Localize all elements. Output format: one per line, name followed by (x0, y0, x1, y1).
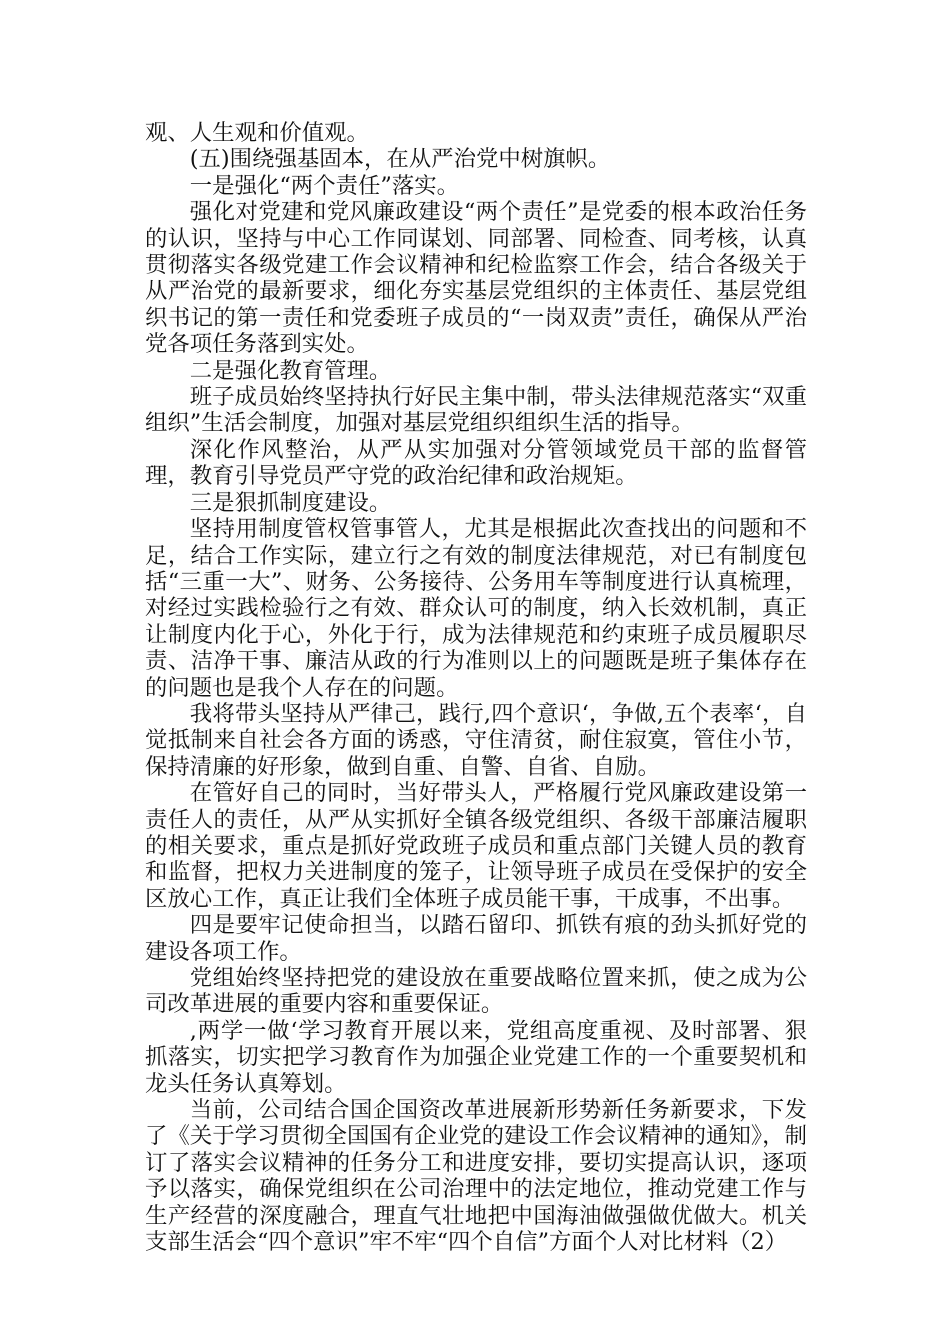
paragraph-4: 强化对党建和党风廉政建设“两个责任”是党委的根本政治任务的认识，坚持与中心工作同谋划、同部署、同检查、同考核，认真贯彻落实各级党建工作会议精神和纪检监察工作会，结合各级关于从严治党的最新要求，细化夯实基层党组织的主体责任、基层党组织书记的第一责任和党委班子成员的“一岗双责”责任，确保从严治党各项任务落到实处。 (145, 199, 807, 358)
paragraph-9: 坚持用制度管权管事管人，尤其是根据此次查找出的问题和不足，结合工作实际，建立行之有效的制度法律规范，对已有制度包括“三重一大”、财务、公务接待、公务用车等制度进行认真梳理，对经过实践检验行之有效、群众认可的制度，纳入长效机制，真正让制度内化于心，外化于行，成为法律规范和约束班子成员履职尽责、洁净干事、廉洁从政的行为准则以上的问题既是班子集体存在的问题也是我个人存在的问题。 (145, 516, 807, 701)
paragraph-13: 党组始终坚持把党的建设放在重要战略位置来抓，使之成为公司改革进展的重要内容和重要保证。 (145, 965, 807, 1018)
paragraph-8: 三是狠抓制度建设。 (189, 489, 392, 516)
paragraph-12: 四是要牢记使命担当，以踏石留印、抓铁有痕的劲头抓好党的建设各项工作。 (145, 912, 807, 965)
paragraph-6: 班子成员始终坚持执行好民主集中制，带头法律规范落实“双重组织”生活会制度，加强对基层党组织组织生活的指导。 (145, 384, 807, 437)
document-body (145, 120, 807, 1255)
paragraph-10: 我将带头坚持从严律己，践行,四个意识‘，争做,五个表率‘，自觉抵制来自社会各方面的诱惑，守住清贫，耐住寂寞，管住小节，保持清廉的好形象，做到自重、自警、自省、自励。 (145, 700, 807, 780)
paragraph-3: 一是强化“两个责任”落实。 (189, 172, 459, 199)
paragraph-14: ,两学一做‘学习教育开展以来，党组高度重视、及时部署、狠抓落实，切实把学习教育作为加强企业党建工作的一个重要契机和龙头任务认真筹划。 (145, 1017, 807, 1097)
paragraph-5: 二是强化教育管理。 (189, 357, 392, 384)
paragraph-2: (五)围绕强基固本，在从严治党中树旗帜。 (189, 146, 611, 173)
paragraph-7: 深化作风整治，从严从实加强对分管领域党员干部的监督管理，教育引导党员严守党的政治纪律和政治规矩。 (145, 436, 807, 490)
paragraph-11: 在管好自己的同时，当好带头人，严格履行党风廉政建设第一责任人的责任，从严从实抓好全镇各级党组织、各级干部廉洁履职的相关要求，重点是抓好党政班子成员和重点部门关键人员的教育和监督，把权力关进制度的笼子，让领导班子成员在受保护的安全区放心工作，真正让我们全体班子成员能干事，干成事，不出事。 (145, 780, 807, 912)
paragraph-1: 观、人生观和价值观。 (145, 120, 369, 146)
paragraph-15: 当前，公司结合国企国资改革进展新形势新任务新要求，下发了《关于学习贯彻全国国有企业党的建设工作会议精神的通知》，制订了落实会议精神的任务分工和进度安排，要切实提高认识，逐项予以落实，确保党组织在公司治理中的法定地位，推动党建工作与生产经营的深度融合，理直气壮地把中国海油做强做优做大。机关支部生活会“四个意识”牢不牢“四个自信”方面个人对比材料（2） (145, 1097, 807, 1256)
